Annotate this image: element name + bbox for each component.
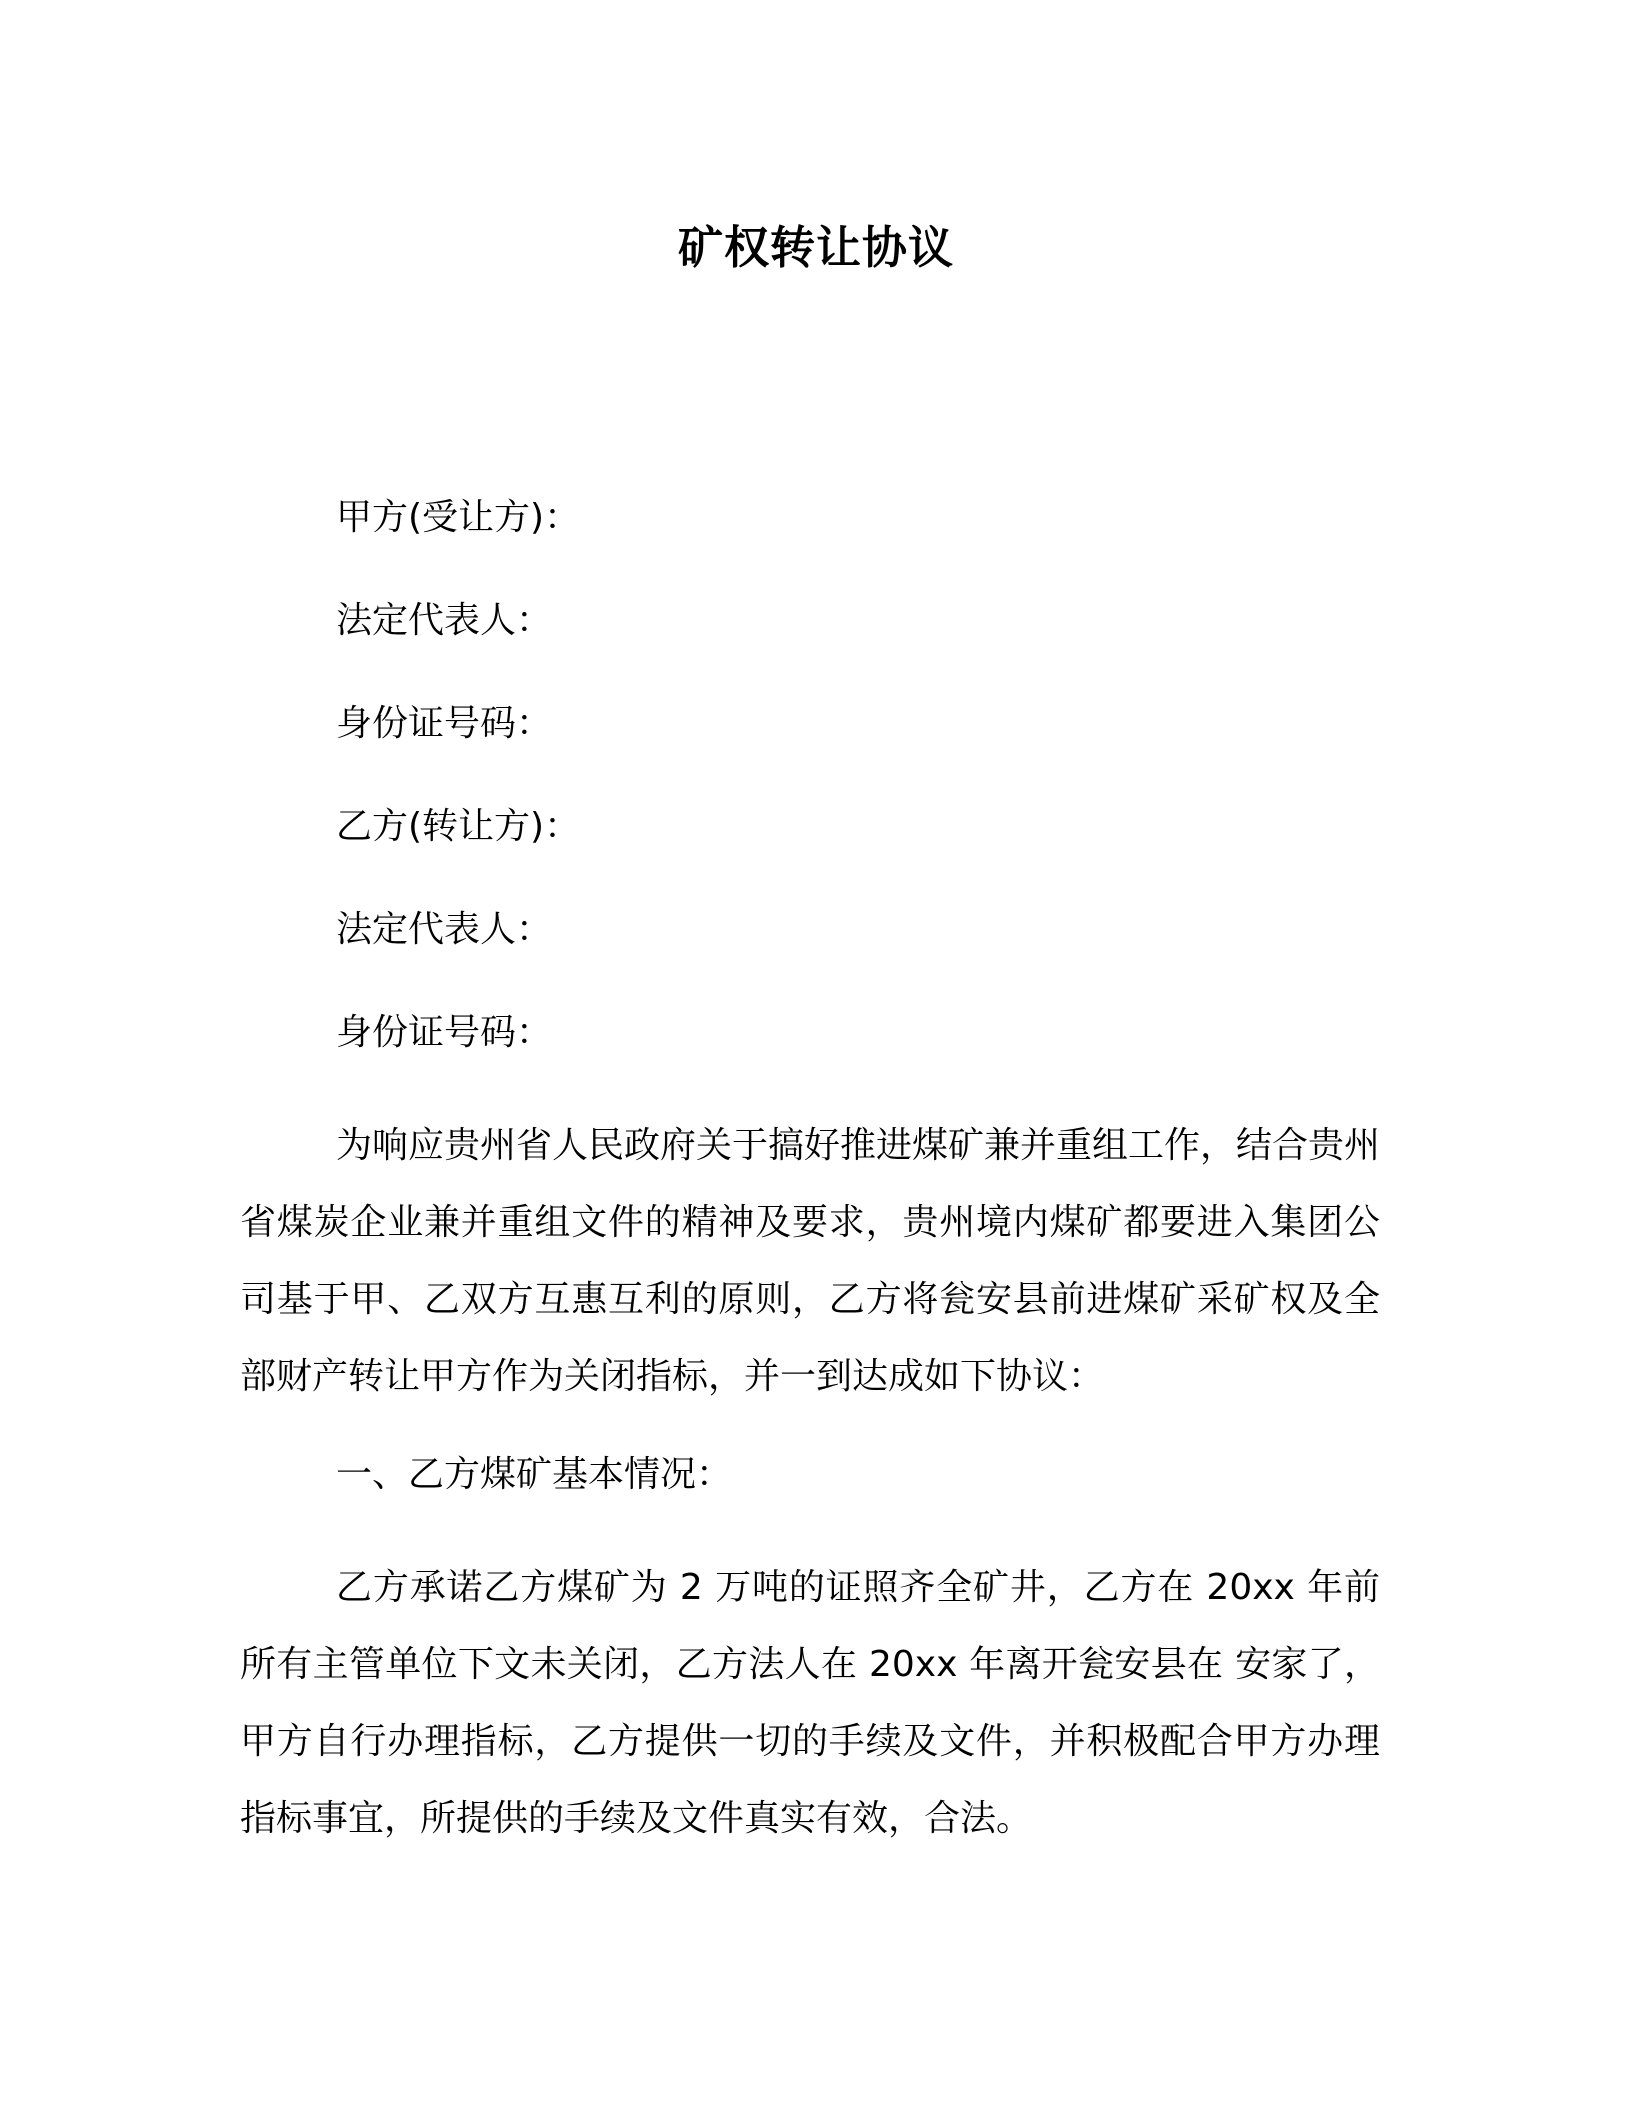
document-title: 矿权转让协议 <box>677 221 954 274</box>
party-fields <box>336 492 580 1110</box>
party-a-representative-label: 法定代表人： <box>336 600 553 641</box>
party-a-id-label: 身份证号码： <box>336 703 553 744</box>
preamble-paragraph: 为响应贵州省人民政府关于搞好推进煤矿兼并重组工作，结合贵州省煤炭企业兼并重组文件的精神及要求，贵州境内煤矿都要进入集团公司基于甲、乙双方互惠互利的原则，乙方将瓮安县前进煤矿采矿权及全部财产转让甲方作为关闭指标，并一到达成如下协议： <box>240 1125 1381 1397</box>
party-a-label: 甲方(受让方)： <box>336 497 581 538</box>
party-b-id-label: 身份证号码： <box>336 1012 553 1053</box>
party-b-label: 乙方(转让方)： <box>336 806 581 847</box>
section-heading: 一、乙方煤矿基本情况： <box>336 1454 733 1495</box>
party-b-representative-label: 法定代表人： <box>336 909 553 950</box>
section-paragraph: 乙方承诺乙方煤矿为 2 万吨的证照齐全矿井，乙方在 20xx 年前所有主管单位下文未关闭，乙方法人在 20xx 年离开瓮安县在 安家了，甲方自行办理指标，乙方提供一切的手续及文件，并积极配合甲方办理指标事宜，所提供的手续及文件真实有效，合法。 <box>240 1567 1380 1839</box>
